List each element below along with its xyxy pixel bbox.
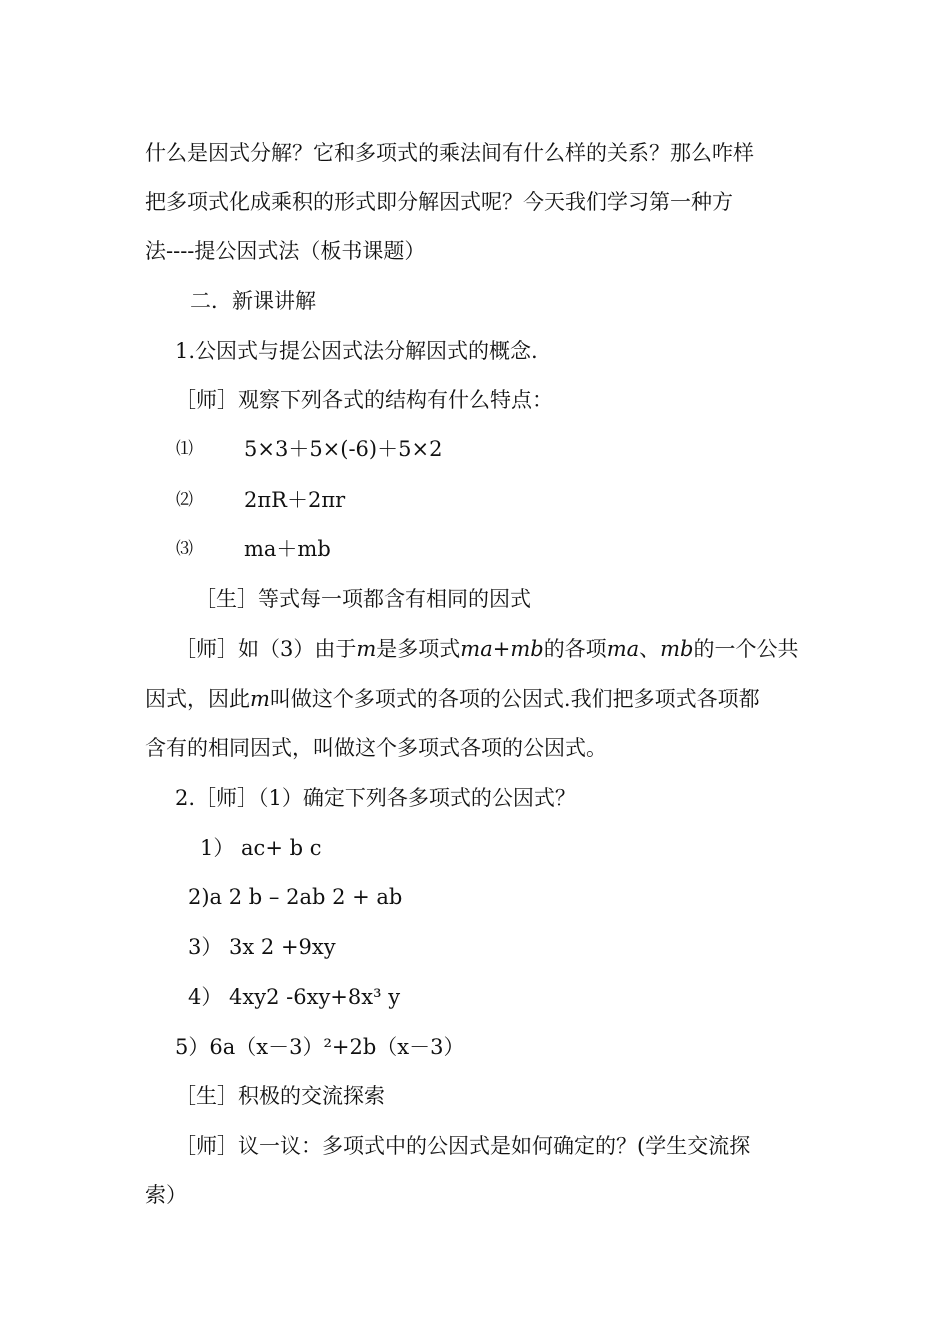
student-answer-1: ［生］等式每一项都含有相同的因式 — [195, 587, 531, 611]
example-number: ⑵ — [176, 490, 193, 510]
text-segment: 叫做这个多项式的各项的公因式.我们把多项式各项都 — [269, 687, 760, 711]
example-expression: 2πR＋2πr — [244, 488, 346, 512]
teacher-discuss-line-1: ［师］议一议：多项式中的公因式是如何确定的？(学生交流探 — [175, 1134, 751, 1158]
teacher-explain-line-2 — [145, 684, 760, 714]
text-segment: 是多项式 — [376, 637, 461, 661]
example-number: ⑶ — [176, 539, 193, 559]
example-number: ⑴ — [176, 439, 193, 459]
student-answer-2: ［生］积极的交流探索 — [175, 1084, 385, 1108]
section-heading: 二．新课讲解 — [190, 289, 316, 313]
example-expression: ma＋mb — [244, 537, 331, 561]
text-segment: 、 — [639, 637, 661, 661]
intro-line-3: 法----提公因式法（板书课题） — [145, 239, 426, 263]
text-segment: 因式，因此 — [145, 687, 250, 711]
item1-title: 1.公因式与提公因式法分解因式的概念. — [175, 339, 538, 363]
item2-title: 2.［师］（1）确定下列各多项式的公因式？ — [175, 786, 576, 810]
exercise-item: 2)a 2 b – 2ab 2 + ab — [188, 885, 403, 909]
intro-line-1: 什么是因式分解？它和多项式的乘法间有什么样的关系？那么咋样 — [145, 141, 754, 165]
math-expression: ma+mb — [460, 637, 544, 661]
exercise-item: 1） ac+ b c — [200, 836, 322, 860]
math-variable: ma — [606, 637, 640, 661]
exercise-item: 5）6a（x－3）²+2b（x－3） — [175, 1035, 465, 1059]
example-expression: 5×3＋5×(-6)＋5×2 — [244, 437, 443, 461]
text-segment: 的各项 — [543, 637, 607, 661]
exercise-item: 3） 3x 2 +9xy — [188, 935, 336, 959]
exercise-item: 4） 4xy2 -6xy+8x³ y — [188, 985, 401, 1009]
teacher-explain-line-1 — [175, 634, 798, 664]
math-variable: mb — [660, 637, 694, 661]
math-variable: m — [356, 637, 377, 661]
math-variable: m — [250, 687, 270, 711]
teacher-discuss-line-2: 索） — [145, 1183, 187, 1207]
text-segment: 的一个公共 — [693, 637, 799, 661]
text-segment: ［师］如（3）由于 — [175, 637, 357, 661]
intro-line-2: 把多项式化成乘积的形式即分解因式呢？今天我们学习第一种方 — [145, 190, 733, 214]
teacher-observe: ［师］观察下列各式的结构有什么特点： — [175, 388, 553, 412]
teacher-explain-line-3: 含有的相同因式，叫做这个多项式各项的公因式。 — [145, 736, 607, 760]
